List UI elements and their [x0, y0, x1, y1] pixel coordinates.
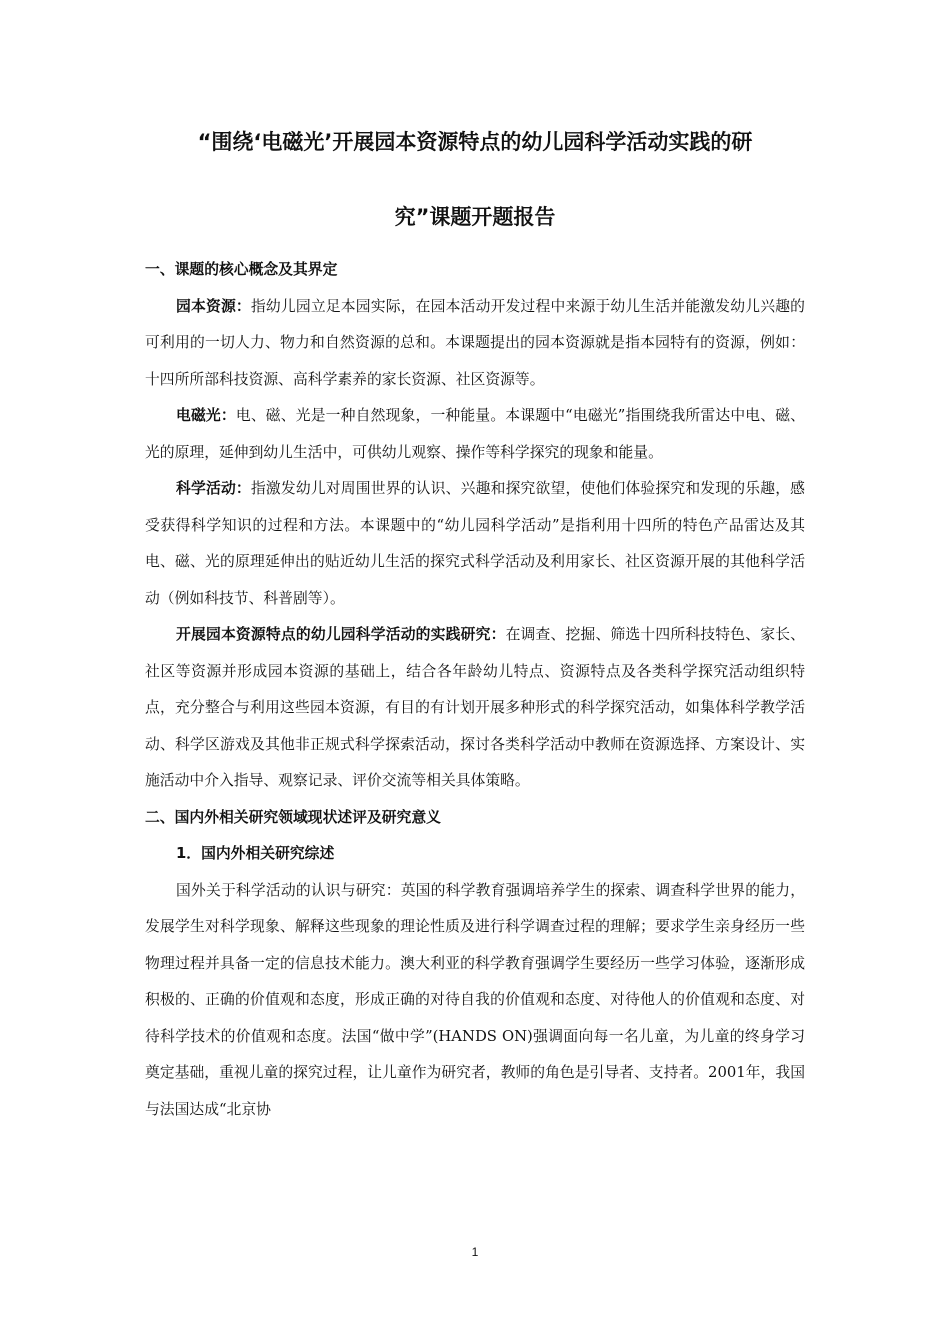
- definition-text: 电、磁、光是一种自然现象，一种能量。本课题中“电磁光”指围绕我所雷达中电、磁、光的原理，延伸到幼儿生活中，可供幼儿观察、操作等科学探究的现象和能量。: [145, 407, 805, 461]
- definition-term: 园本资源：: [176, 297, 251, 315]
- definition-paragraph: [145, 617, 805, 800]
- document-title-line-2: 究”课题开题报告: [394, 205, 556, 229]
- section-2-paragraph: 国外关于科学活动的认识与研究：英国的科学教育强调培养学生的探索、调查科学世界的能力，发展学生对科学现象、解释这些现象的理论性质及进行科学调查过程的理解；要求学生亲身经历一些物理过程并具备一定的信息技术能力。澳大利亚的科学教育强调学生要经历一些学习体验，逐渐形成积极的、正确的价值观和态度，形成正确的对待自我的价值观和态度、对待他人的价值观和态度、对待科学技术的价值观和态度。法国“做中学”(HANDS ON)强调面向每一名儿童，为儿童的终身学习奠定基础，重视儿童的探究过程，让儿童作为研究者，教师的角色是引导者、支持者。2001年，我国与法国达成“北京协: [145, 881, 805, 1118]
- definition-text: 指幼儿园立足本园实际，在园本活动开发过程中来源于幼儿生活并能激发幼儿兴趣的可利用的一切人力、物力和自然资源的总和。本课题提出的园本资源就是指本园特有的资源，例如：十四所所部科技资源、高科学素养的家长资源、社区资源等。: [145, 297, 805, 388]
- definition-paragraph: [145, 471, 805, 617]
- section-1-heading: 一、课题的核心概念及其界定: [145, 261, 338, 278]
- definition-term: 电磁光：: [176, 407, 236, 424]
- document-title-line-1: “围绕‘电磁光’开展园本资源特点的幼儿园科学活动实践的研: [197, 130, 753, 154]
- definition-term: 开展园本资源特点的幼儿园科学活动的实践研究：: [176, 626, 506, 643]
- page-number: 1: [471, 1245, 479, 1259]
- definition-text: 在调查、挖掘、筛选十四所科技特色、家长、社区等资源并形成园本资源的基础上，结合各年龄幼儿特点、资源特点及各类科学探究活动组织特点，充分整合与利用这些园本资源，有目的有计划开展多种形式的科学探究活动，如集体科学教学活动、科学区游戏及其他非正规式科学探索活动，探讨各类科学活动中教师在资源选择、方案设计、实施活动中介入指导、观察记录、评价交流等相关具体策略。: [145, 626, 805, 789]
- section-2-subheading: 1．国内外相关研究综述: [176, 845, 335, 862]
- definition-term: 科学活动：: [176, 480, 251, 497]
- document-body: [145, 252, 805, 1128]
- definition-paragraph: [145, 398, 805, 471]
- definition-paragraph: [145, 289, 805, 399]
- section-2-heading: 二、国内外相关研究领域现状述评及研究意义: [145, 808, 441, 826]
- definition-text: 指激发幼儿对周围世界的认识、兴趣和探究欲望，使他们体验探究和发现的乐趣，感受获得科学知识的过程和方法。本课题中的“幼儿园科学活动”是指利用十四所的特色产品雷达及其电、磁、光的原理延伸出的贴近幼儿生活的探究式科学活动及利用家长、社区资源开展的其他科学活动（例如科技节、科普剧等）。: [145, 480, 805, 607]
